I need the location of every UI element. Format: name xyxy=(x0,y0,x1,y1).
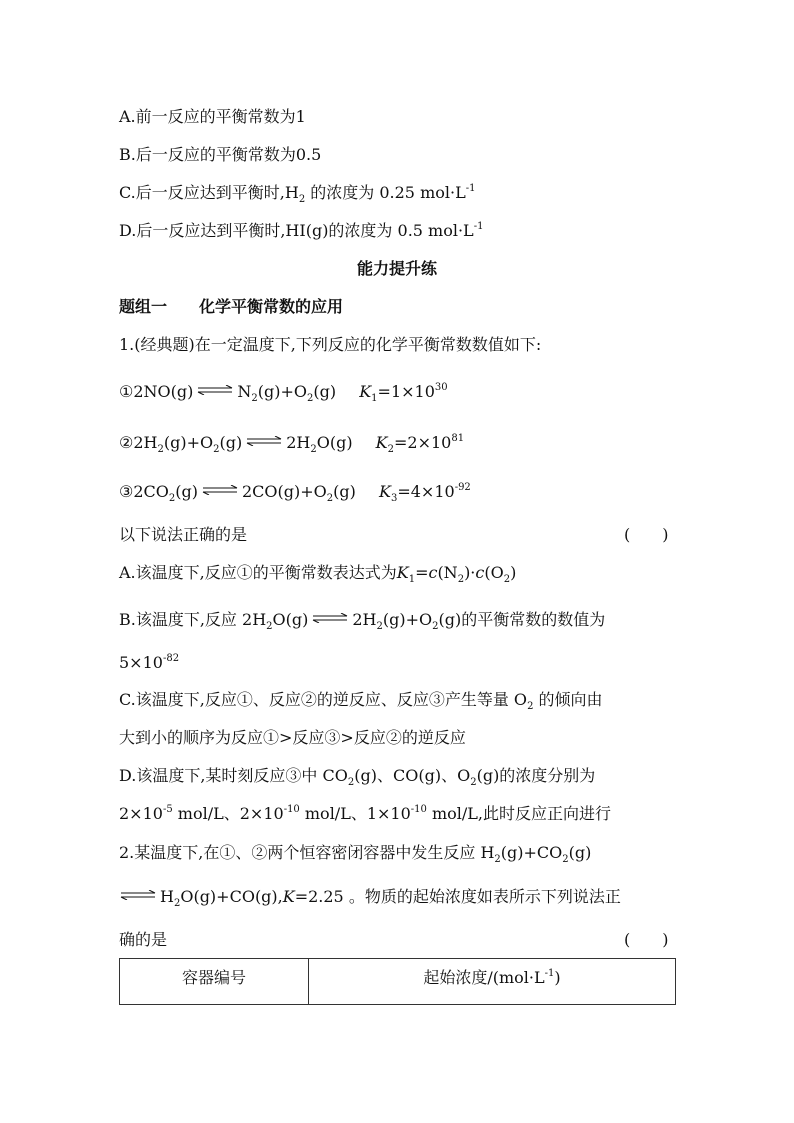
q1-option-d-line2: $2\times 10^{-5}$ mol/L、$2\times 10^{-10}$ mol/L、$1\times 10^{-10}$ mol/L,此时反应正向进行 xyxy=(119,803,612,823)
equilibrium-arrow-icon xyxy=(119,893,157,903)
q1-option-d-line1: D.该温度下,某时刻反应③中 $CO_2(g)$、CO(g)、$O_2(g)$的浓度分别为 xyxy=(119,766,596,789)
q2-stem-line2: $H_2O(g)+CO(g),K=2.25$ 。物质的起始浓度如表所示下列说法正 xyxy=(119,886,621,908)
section-title: 能力提升练 xyxy=(356,259,437,278)
option-a-prev: A.前一反应的平衡常数为1 xyxy=(119,107,306,126)
q1-option-c-line2: 大到小的顺序为反应①>反应③>反应②的逆反应 xyxy=(119,728,466,747)
q1-stem: 1.(经典题)在一定温度下,下列反应的化学平衡常数数值如下: xyxy=(119,335,542,354)
table-header-container-id: 容器编号 xyxy=(120,959,309,1005)
q1-option-a: A.该温度下,反应①的平衡常数表达式为$K_1=c(N_2)\cdot c(O_2)$ xyxy=(119,563,517,586)
equilibrium-arrow-icon xyxy=(311,616,349,626)
q1-reaction-1: ①2NO(g) $N_2(g)+O_2(g)$ $K_1=1\times 10^{30}$ xyxy=(119,381,448,405)
table-header-row xyxy=(120,959,676,1005)
q1-option-b-value: $5\times 10^{-82}$ xyxy=(119,652,180,672)
option-c-prev: C.后一反应达到平衡时$,H_2$ 的浓度为 0.25 $mol\cdot L^{-1}$ xyxy=(119,182,476,206)
group-title: 题组一 化学平衡常数的应用 xyxy=(119,297,344,316)
option-b-prev: B.后一反应的平衡常数为0.5 xyxy=(119,145,322,164)
equilibrium-arrow-icon xyxy=(201,488,239,498)
q2-answer-parens: ( ) xyxy=(624,930,669,949)
equilibrium-arrow-icon xyxy=(196,388,234,398)
q2-stem-line1: 2.某温度下,在①、②两个恒容密闭容器中发生反应 $H_2(g)+CO_2(g)$ xyxy=(119,843,592,866)
initial-concentration-table xyxy=(119,958,676,1005)
q1-reaction-2: $②2H_2(g)+O_2(g)$ $2H_2O(g)$ $K_2=2\times 10^{81}$ xyxy=(119,432,465,456)
q1-reaction-3: $③2CO_2(g)$ $2CO(g)+O_2(g)$ $K_3=4\times 10^{-92}$ xyxy=(119,481,471,505)
q1-option-c-line1: C.该温度下,反应①、反应②的逆反应、反应③产生等量 $O_2$ 的倾向由 xyxy=(119,690,603,713)
q1-ask: 以下说法正确的是 xyxy=(119,525,248,544)
equilibrium-arrow-icon xyxy=(245,439,283,449)
q1-option-b: B.该温度下,反应 $2H_2O(g)$ $2H_2(g)+O_2(g)$的平衡常数的数值为 xyxy=(119,610,606,633)
q1-answer-parens: ( ) xyxy=(624,525,669,544)
option-d-prev: D.后一反应达到平衡时,HI(g)的浓度为 0.5 $mol\cdot L^{-1}$ xyxy=(119,220,484,240)
q2-stem-line3: 确的是 xyxy=(119,930,168,949)
table-header-concentration: 起始浓度$/(mol\cdot L^{-1})$ xyxy=(309,959,676,1005)
